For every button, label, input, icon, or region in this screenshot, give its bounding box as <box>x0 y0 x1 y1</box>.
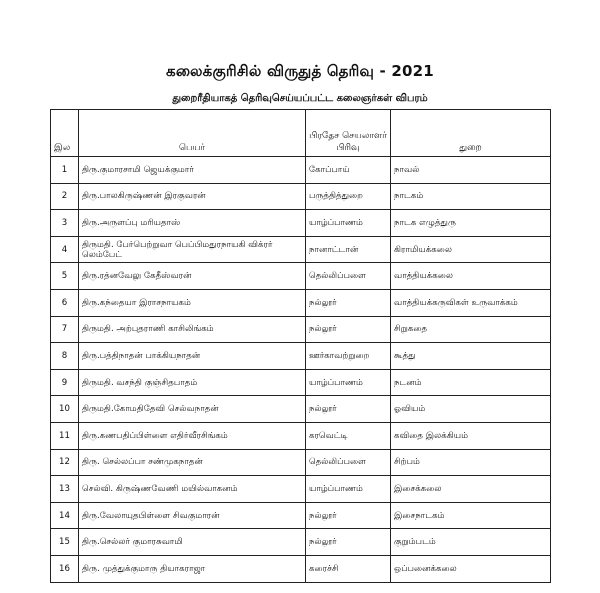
row-number: 16 <box>51 555 79 582</box>
row-name: செல்வி. கிருஷ்ணவேணி மயில்வாகனம் <box>79 476 306 503</box>
row-number: 14 <box>51 502 79 529</box>
row-number: 13 <box>51 476 79 503</box>
row-number: 11 <box>51 422 79 449</box>
row-number: 15 <box>51 529 79 556</box>
table-row <box>51 210 551 237</box>
row-division: நல்லூர் <box>306 316 391 343</box>
row-name: திரு. செல்லப்பா சண்முகநாதன் <box>79 449 306 476</box>
table-row <box>51 183 551 210</box>
row-name: திருமதி.கோமதிதேவி செல்வநாதன் <box>79 396 306 423</box>
table-row <box>51 476 551 503</box>
row-name: திரு.அருளப்பு மரியதாஸ் <box>79 210 306 237</box>
table-row <box>51 343 551 370</box>
header-number: இல <box>51 110 79 157</box>
row-field: நாவல் <box>391 157 551 184</box>
row-name: திரு.கணபதிப்பிள்ளை எதிர்வீரசிங்கம் <box>79 422 306 449</box>
header-division: பிரதேச செயலாளர் பிரிவு <box>306 110 391 157</box>
row-division: கரவெட்டி <box>306 422 391 449</box>
row-division: நானாட்டான் <box>306 236 391 263</box>
row-number: 10 <box>51 396 79 423</box>
row-division: தெல்லிப்பளை <box>306 449 391 476</box>
row-number: 8 <box>51 343 79 370</box>
table-row <box>51 529 551 556</box>
table-row <box>51 555 551 582</box>
row-name: திரு.குமாரசாமி ஜெயக்குமார் <box>79 157 306 184</box>
row-field: குறும்படம் <box>391 529 551 556</box>
table-row <box>51 369 551 396</box>
row-name: திரு.ரத்னவேலு கேதீஸ்வரன் <box>79 263 306 290</box>
table-row <box>51 502 551 529</box>
row-name: திரு.செல்லர் குமாரசுவாமி <box>79 529 306 556</box>
row-division: தெல்லிப்பளை <box>306 263 391 290</box>
row-name: திரு.வேலாயுதபிள்ளை சிவகுமாரன் <box>79 502 306 529</box>
row-name: திரு.பத்திநாதன் பாக்கியநாதன் <box>79 343 306 370</box>
row-field: சிறுகதை <box>391 316 551 343</box>
row-number: 4 <box>51 236 79 263</box>
header-name: பெயர் <box>79 110 306 157</box>
row-number: 6 <box>51 289 79 316</box>
row-number: 1 <box>51 157 79 184</box>
page-title: கலைக்குரிசில் விருதுத் தெரிவு - 2021 <box>166 62 434 80</box>
row-field: வாத்தியக்கருவிகள் உருவாக்கம் <box>391 289 551 316</box>
row-number: 7 <box>51 316 79 343</box>
row-number: 3 <box>51 210 79 237</box>
row-field: சிற்பம் <box>391 449 551 476</box>
row-name: திருமதி. பேர்பெற்றுவா பெப்பிமதுரநாயகி விக்ரர் லெம்பேட் <box>79 236 306 263</box>
row-name: திருமதி. அற்புதராணி காசிலிங்கம் <box>79 316 306 343</box>
row-division: நல்லூர் <box>306 502 391 529</box>
row-division: நல்லூர் <box>306 396 391 423</box>
row-division: யாழ்ப்பாணம் <box>306 369 391 396</box>
row-field: ஓவியம் <box>391 396 551 423</box>
row-field: இசைநாடகம் <box>391 502 551 529</box>
row-division: கரைச்சி <box>306 555 391 582</box>
table-row <box>51 396 551 423</box>
row-division: கோப்பாய் <box>306 157 391 184</box>
row-field: நடனம் <box>391 369 551 396</box>
table-row <box>51 289 551 316</box>
row-name: திருமதி. வசந்தி குஞ்சிதபாதம் <box>79 369 306 396</box>
row-name: திரு. முத்துக்குமாரு தியாகராஜா <box>79 555 306 582</box>
row-division: ஊர்காவற்றுறை <box>306 343 391 370</box>
table-row <box>51 157 551 184</box>
table-row <box>51 422 551 449</box>
row-field: கவிதை இலக்கியம் <box>391 422 551 449</box>
row-division: யாழ்ப்பாணம் <box>306 210 391 237</box>
row-name: திரு.பாலகிருஷ்ணன் இரகுவரன் <box>79 183 306 210</box>
table-row <box>51 316 551 343</box>
table-row <box>51 263 551 290</box>
table-header-row <box>51 110 551 157</box>
row-field: கிராமியக்கலை <box>391 236 551 263</box>
row-number: 12 <box>51 449 79 476</box>
row-division: யாழ்ப்பாணம் <box>306 476 391 503</box>
row-field: ஒப்பனைக்கலை <box>391 555 551 582</box>
row-number: 2 <box>51 183 79 210</box>
table-body <box>51 157 551 583</box>
table-row <box>51 236 551 263</box>
row-name: திரு.கந்தையா இராசநாயகம் <box>79 289 306 316</box>
row-division: நல்லூர் <box>306 529 391 556</box>
row-field: கூத்து <box>391 343 551 370</box>
row-number: 5 <box>51 263 79 290</box>
row-field: இசைக்கலை <box>391 476 551 503</box>
table-row <box>51 449 551 476</box>
row-division: நல்லூர் <box>306 289 391 316</box>
row-field: நாடகம் <box>391 183 551 210</box>
awardees-table <box>50 109 551 583</box>
row-field: வாத்தியக்கலை <box>391 263 551 290</box>
row-number: 9 <box>51 369 79 396</box>
page-subtitle: துறைரீதியாகத் தெரிவுசெய்யப்பட்ட கலைஞர்கள் விபரம் <box>172 93 428 104</box>
row-division: பருத்தித்துறை <box>306 183 391 210</box>
header-field: துறை <box>391 110 551 157</box>
row-field: நாடக எழுத்துரு <box>391 210 551 237</box>
